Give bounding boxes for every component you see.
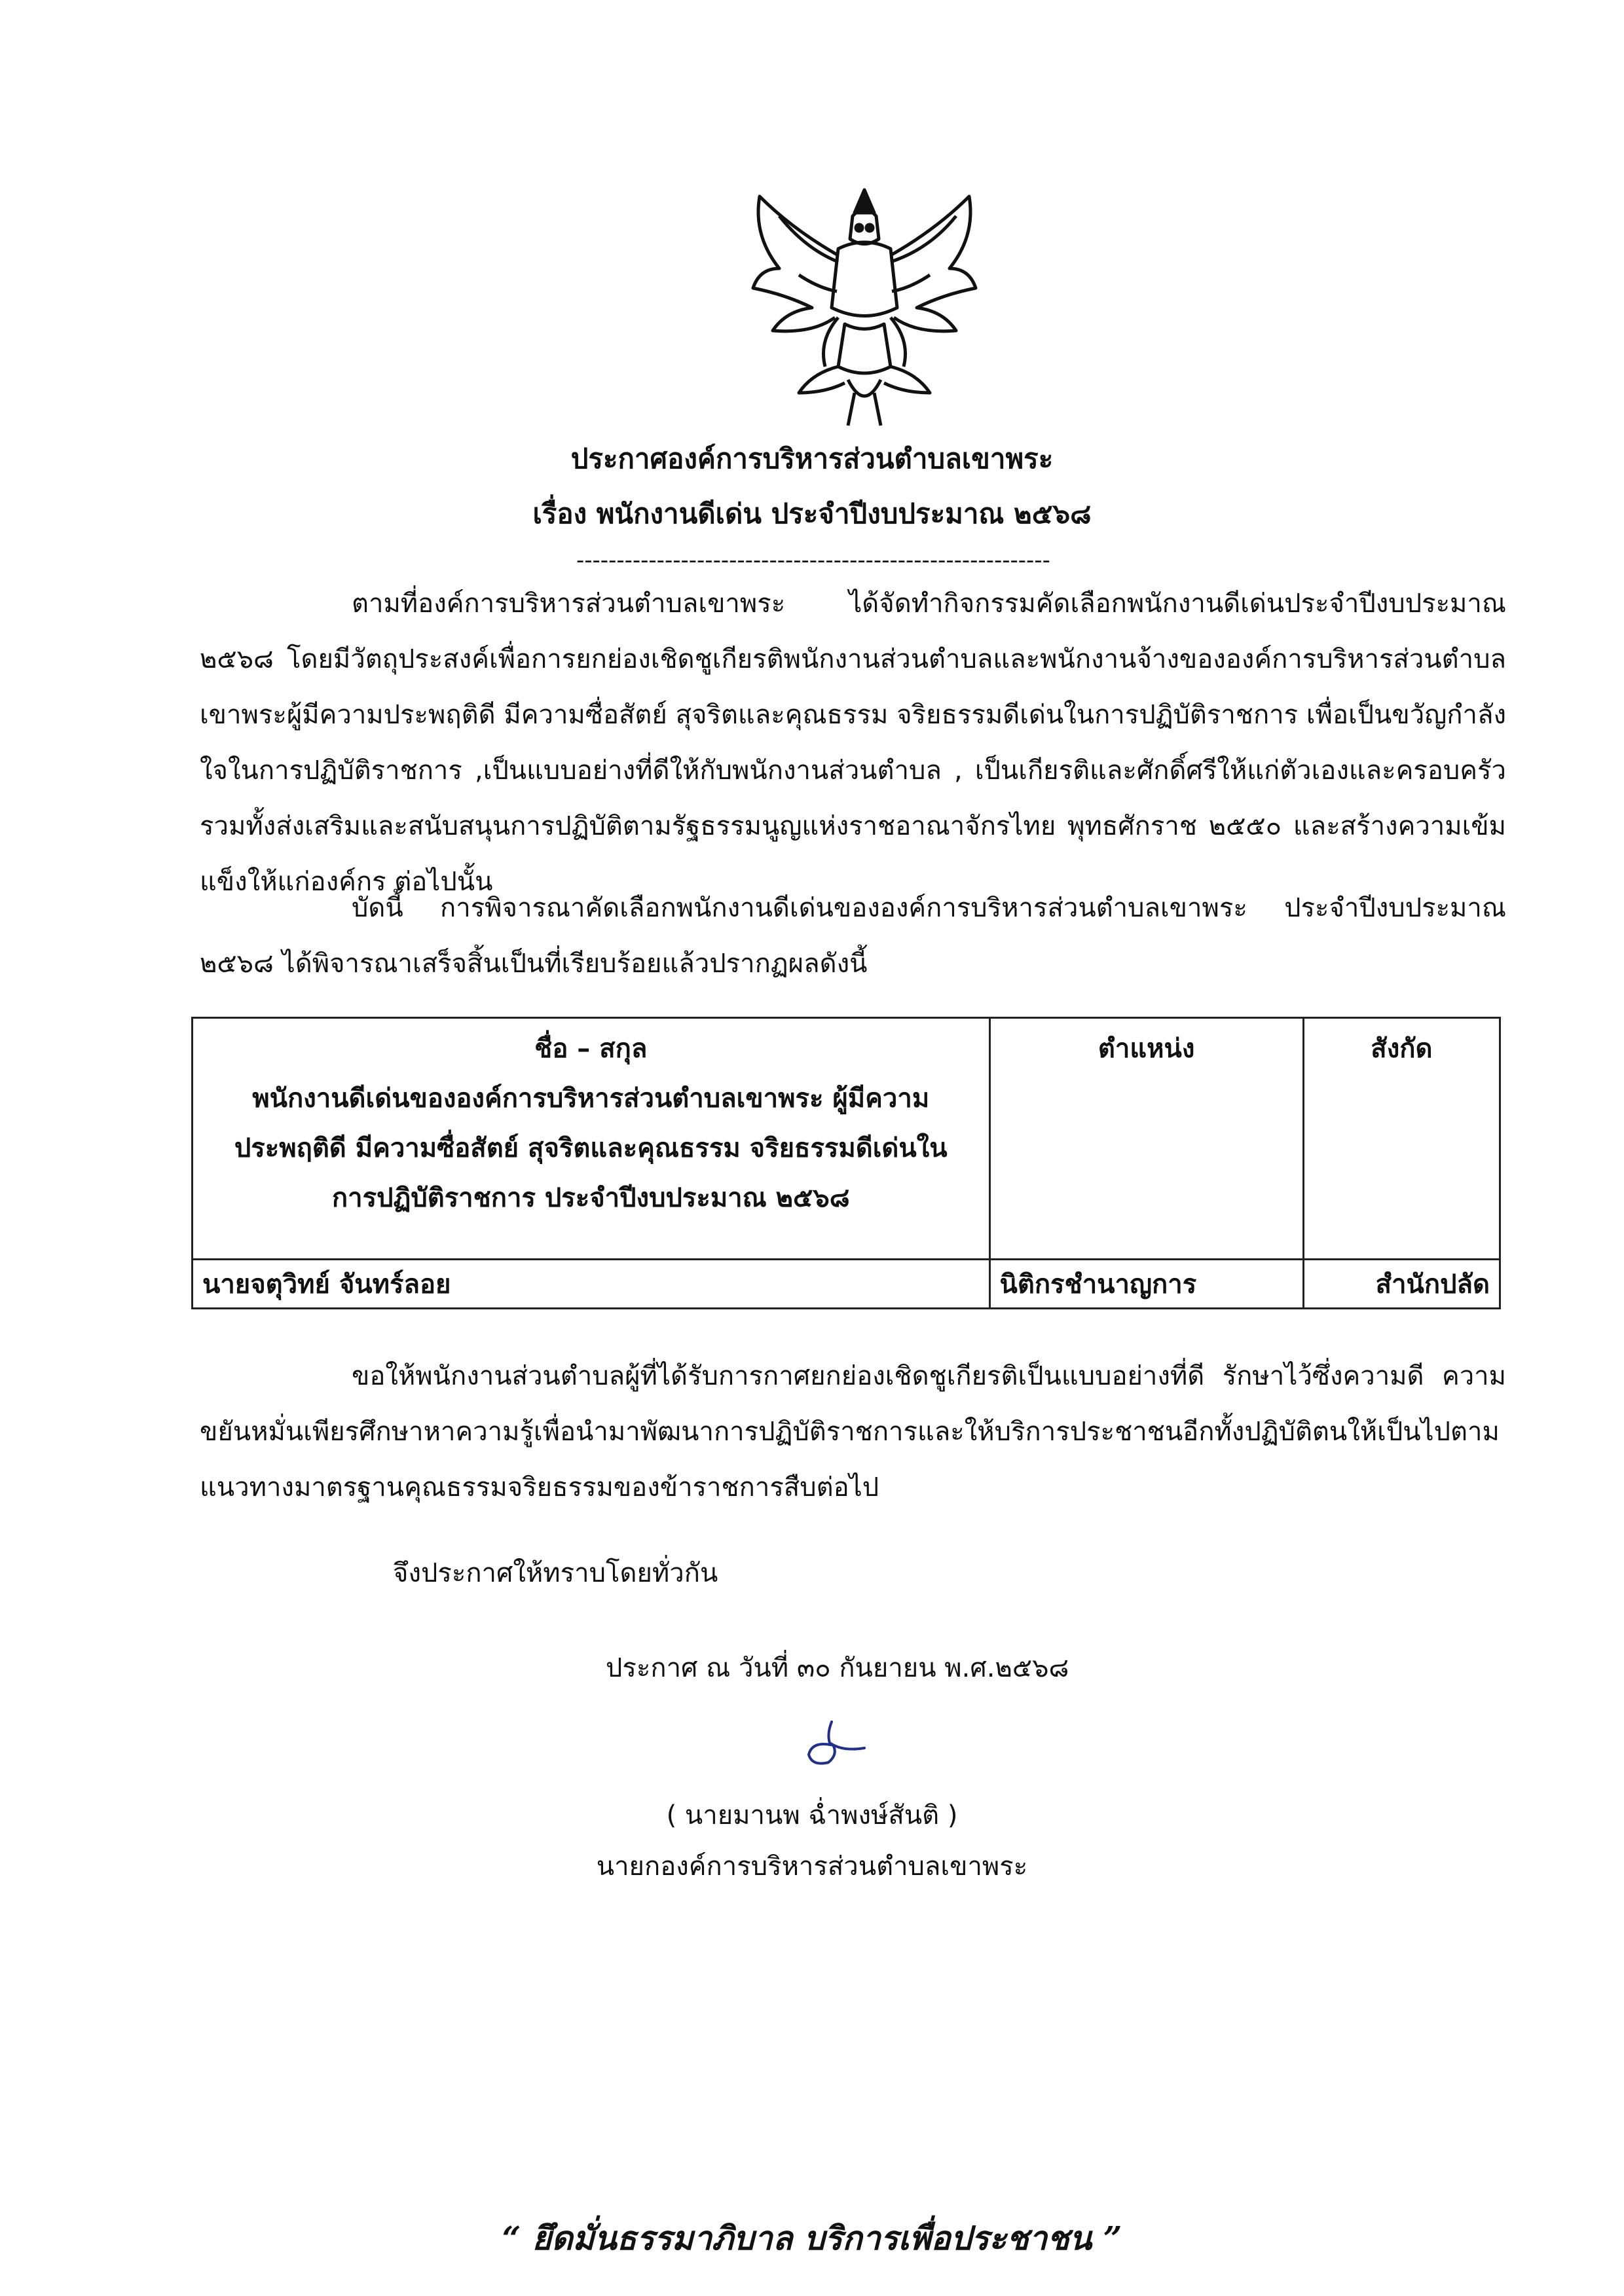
table-row: [193, 1260, 1500, 1309]
announcement-subject: เรื่อง พนักงานดีเด่น ประจำปีงบประมาณ ๒๕๖๘: [532, 498, 1092, 530]
table-header-name: [193, 1018, 990, 1260]
signature-icon: [792, 1715, 871, 1774]
row-position: นิติกรชำนาญการ: [989, 1260, 1303, 1309]
paragraph-request-rest: ความขยันหมั่นเพียรศึกษาหาความรู้เพื่อนำมาพัฒนาการปฏิบัติราชการและให้บริการประชาชนอีกทั้งปฏิบัติตนให้เป็นไปตามแนวทางมาตรฐานคุณธรรมจริยธรรมของข้าราชการสืบต่อไป: [200, 1361, 1506, 1503]
garuda-emblem-icon: [740, 177, 989, 432]
paragraph-result: [200, 881, 1506, 992]
paragraph-request-lead: ขอให้พนักงานส่วนตำบลผู้ที่ได้รับการกาศยกย่องเชิดชูเกียรติเป็นแบบอย่างที่ดี รักษาไว้ซึ่งความดี: [352, 1361, 1424, 1391]
paragraph-intro-rest: ๒๕๖๘ โดยมีวัตถุประสงค์เพื่อการยกย่องเชิดชูเกียรติพนักงานส่วนตำบลและพนักงานจ้างขององค์การบริหารส่วนตำบลเขาพระผู้มีความประพฤติดี มีความซื่อสัตย์ สุจริตและคุณธรรม จริยธรรมดีเด่นในการปฏิบัติราชการ เพื่อเป็นขวัญกำลังใจในการปฏิบัติราชการ ,เป็นแบบอย่างที่ดีให้กับพนักงานส่วนตำบล , เป็นเกียรติและศักดิ์ศรีให้แก่ตัวเองและครอบครัว รวมทั้งส่งเสริมและสนับสนุนการปฏิบัติตามรัฐธรรมนูญแห่งราชอาณาจักรไทย พุทธศักราช ๒๕๕๐ และสร้างความเข้มแข็งให้แก่องค์กร ต่อไปนั้น: [200, 644, 1506, 897]
header-divider: -----------------------------------------------------------: [576, 547, 1050, 574]
signer-position: นายกองค์การบริหารส่วนตำบลเขาพระ: [596, 1851, 1028, 1882]
announcement-title: ประกาศองค์การบริหารส่วนตำบลเขาพระ: [570, 443, 1054, 475]
result-table: [191, 1017, 1501, 1309]
header-name-title: ชื่อ – สกุล: [534, 1034, 648, 1064]
paragraph-intro-lead: ตามที่องค์การบริหารส่วนตำบลเขาพระ ได้จัดทำกิจกรรมคัดเลือกพนักงานดีเด่นประจำปีงบประมาณ: [352, 589, 1506, 619]
header-name-description: พนักงานดีเด่นขององค์การบริหารส่วนตำบลเขาพระ ผู้มีความประพฤติดี มีความซื่อสัตย์ สุจริตและคุณธรรม จริยธรรมดีเด่นในการปฏิบัติราชการ ประจำปีงบประมาณ ๒๕๖๘: [234, 1084, 948, 1213]
row-name: นายจตุวิทย์ จันทร์ลอย: [193, 1260, 990, 1309]
table-header-row: [193, 1018, 1500, 1260]
announcement-date: ประกาศ ณ วันที่ ๓๐ กันยายน พ.ศ.๒๕๖๘: [606, 1653, 1069, 1683]
signer-name: ( นายมานพ ฉ่ำพงษ์สันติ ): [666, 1800, 958, 1831]
paragraph-result-rest: ๒๕๖๘ ได้พิจารณาเสร็จสิ้นเป็นที่เรียบร้อยแล้วปรากฏผลดังนี้: [200, 949, 868, 979]
footer-motto: “ ยึดมั่นธรรมาภิบาล บริการเพื่อประชาชน ”: [502, 2219, 1122, 2257]
table-header-position: ตำแหน่ง: [989, 1018, 1303, 1260]
paragraph-result-lead: บัดนี้ การพิจารณาคัดเลือกพนักงานดีเด่นขององค์การบริหารส่วนตำบลเขาพระ ประจำปีงบประมาณ: [352, 893, 1506, 923]
paragraph-announce: จึงประกาศให้ทราบโดยทั่วกัน: [393, 1558, 718, 1588]
paragraph-intro: [200, 576, 1506, 910]
paragraph-request: [200, 1349, 1506, 1516]
table-header-unit: สังกัด: [1303, 1018, 1500, 1260]
row-unit: สำนักปลัด: [1303, 1260, 1500, 1309]
